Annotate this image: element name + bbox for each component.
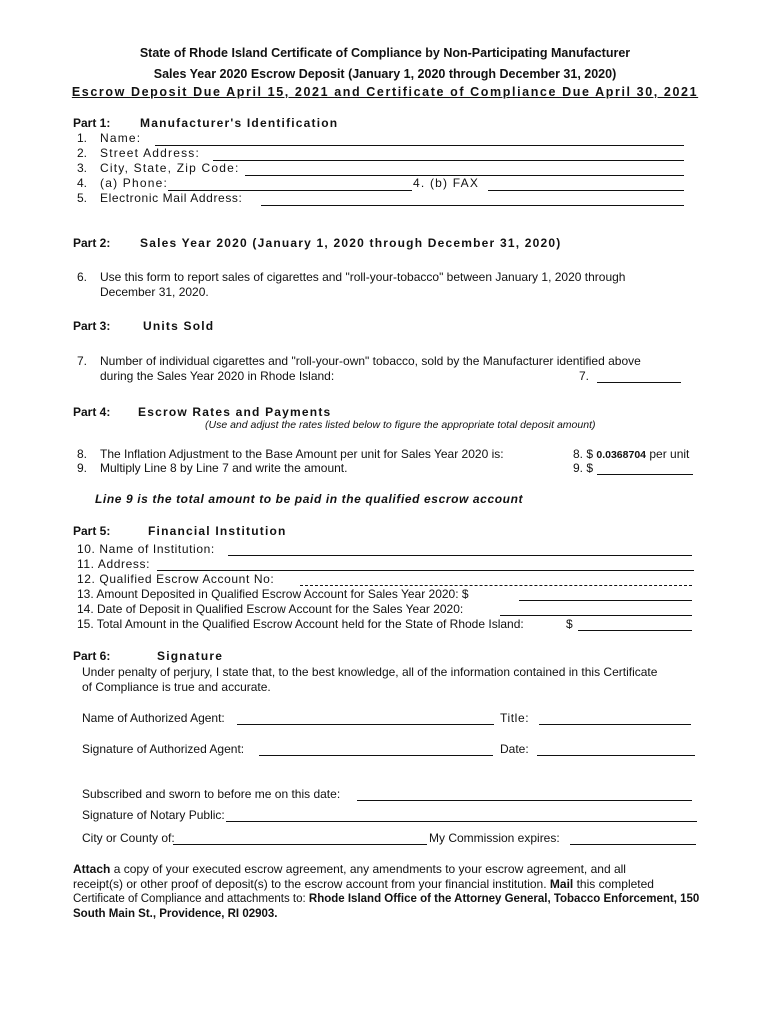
part1-title: Manufacturer's Identification [140, 116, 339, 130]
item-number: 7. [77, 354, 88, 368]
ag-office-address-cont: South Main St., Providence, RI 02903. [73, 908, 278, 920]
email-label: Electronic Mail Address: [100, 191, 243, 205]
institution-name-field[interactable] [228, 555, 692, 556]
item-number: 2. [77, 146, 88, 160]
date-field[interactable] [537, 755, 695, 756]
street-address-label: Street Address: [100, 146, 201, 160]
amount-deposited-label: 13. Amount Deposited in Qualified Escrow Account for Sales Year 2020: $ [77, 587, 469, 601]
mailing-address-line [73, 893, 699, 905]
city-county-field[interactable] [173, 844, 427, 845]
agent-name-label: Name of Authorized Agent: [82, 711, 225, 725]
attach-instructions [73, 862, 626, 876]
part6-title: Signature [157, 649, 224, 663]
due-dates-line: Escrow Deposit Due April 15, 2021 and Certificate of Compliance Due April 30, 2021 [71, 85, 699, 99]
part5-label: Part 5: [73, 524, 111, 538]
perjury-statement-cont: of Compliance is true and accurate. [82, 680, 271, 694]
deposit-date-field[interactable] [500, 615, 692, 616]
item8-text: The Inflation Adjustment to the Base Amount per unit for Sales Year 2020 is: [100, 447, 504, 461]
fax-label: 4. (b) FAX [413, 176, 480, 190]
agent-signature-label: Signature of Authorized Agent: [82, 742, 245, 756]
form-subtitle: Sales Year 2020 Escrow Deposit (January 1, 2020 through December 31, 2020) [153, 67, 617, 81]
ag-office-address: Rhode Island Office of the Attorney General, Tobacco Enforcement, 150 [308, 893, 700, 905]
agent-signature-field[interactable] [259, 755, 493, 756]
part4-label: Part 4: [73, 405, 111, 419]
fax-field[interactable] [488, 190, 684, 191]
title-label: Title: [500, 711, 530, 725]
rates-note: (Use and adjust the rates listed below to figure the appropriate total deposit amount) [205, 419, 596, 431]
item8-rate [573, 447, 689, 461]
name-field[interactable] [155, 145, 684, 146]
item8-prefix: 8. $ [573, 447, 594, 461]
commission-field[interactable] [570, 844, 696, 845]
street-address-field[interactable] [213, 160, 684, 161]
item6-text: Use this form to report sales of cigarettes and "roll-your-tobacco" between January 1, 2020 through [100, 270, 626, 284]
notary-signature-label: Signature of Notary Public: [82, 808, 225, 822]
form-title: State of Rhode Island Certificate of Compliance by Non-Participating Manufacturer [139, 46, 631, 60]
item7-text-cont: during the Sales Year 2020 in Rhode Island: [100, 369, 335, 383]
item-number: 6. [77, 270, 88, 284]
name-label: Name: [100, 131, 142, 145]
city-state-zip-label: City, State, Zip Code: [100, 161, 240, 175]
item-number: 9. [77, 461, 88, 475]
item8-suffix: per unit [649, 447, 690, 461]
date-label: Date: [500, 742, 529, 756]
item7-number-right: 7. [579, 369, 590, 383]
item-number: 4. [77, 176, 88, 190]
item6-text-cont: December 31, 2020. [100, 285, 209, 299]
sworn-date-field[interactable] [357, 800, 692, 801]
mail-text: this completed [576, 877, 654, 891]
line9-note: Line 9 is the total amount to be paid in the qualified escrow account [95, 492, 524, 506]
part2-title: Sales Year 2020 (January 1, 2020 through December 31, 2020) [140, 236, 562, 250]
perjury-statement: Under penalty of perjury, I state that, to the best knowledge, all of the information contained in this Certificate [82, 665, 658, 679]
part3-label: Part 3: [73, 319, 111, 333]
phone-label: (a) Phone: [100, 176, 169, 190]
amount-deposited-field[interactable] [519, 600, 692, 601]
units-sold-field[interactable] [597, 382, 681, 383]
item-number: 1. [77, 131, 88, 145]
total-escrow-dollar: $ [566, 617, 573, 631]
total-amount-field[interactable] [597, 474, 693, 475]
item-number: 3. [77, 161, 88, 175]
escrow-account-field[interactable] [300, 585, 692, 586]
institution-address-label: 11. Address: [77, 557, 151, 571]
notary-signature-field[interactable] [226, 821, 697, 822]
part1-label: Part 1: [73, 116, 111, 130]
part6-label: Part 6: [73, 649, 111, 663]
part5-title: Financial Institution [148, 524, 287, 538]
total-escrow-label: 15. Total Amount in the Qualified Escrow Account held for the State of Rhode Island: [77, 617, 524, 631]
institution-address-field[interactable] [157, 570, 694, 571]
deposit-date-label: 14. Date of Deposit in Qualified Escrow Account for the Sales Year 2020: [77, 602, 464, 616]
institution-name-label: 10. Name of Institution: [77, 542, 215, 556]
total-escrow-field[interactable] [578, 630, 692, 631]
mail-keyword: Mail [549, 877, 574, 891]
escrow-account-label: 12. Qualified Escrow Account No: [77, 572, 275, 586]
inflation-rate-value: 0.0368704 [596, 449, 646, 461]
item-number: 8. [77, 447, 88, 461]
attach-keyword: Attach [73, 862, 111, 876]
commission-label: My Commission expires: [429, 831, 560, 845]
item9-text: Multiply Line 8 by Line 7 and write the amount. [100, 461, 348, 475]
item-number: 5. [77, 191, 88, 205]
item9-prefix: 9. $ [573, 461, 594, 475]
part4-title: Escrow Rates and Payments [138, 405, 332, 419]
city-county-label: City or County of: [82, 831, 175, 845]
mail-instructions [73, 877, 654, 891]
part2-label: Part 2: [73, 236, 111, 250]
receipt-text: receipt(s) or other proof of deposit(s) to the escrow account from your financial institution. [73, 877, 547, 891]
agent-name-field[interactable] [237, 724, 494, 725]
item7-text: Number of individual cigarettes and "roll-your-own" tobacco, sold by the Manufacturer identified above [100, 354, 641, 368]
sworn-label: Subscribed and sworn to before me on this date: [82, 787, 341, 801]
certificate-attachments-text: Certificate of Compliance and attachments to: [73, 893, 306, 905]
title-field[interactable] [539, 724, 691, 725]
attach-text: a copy of your executed escrow agreement, any amendments to your escrow agreement, and all [113, 862, 626, 876]
email-field[interactable] [261, 205, 684, 206]
part3-title: Units Sold [143, 319, 215, 333]
